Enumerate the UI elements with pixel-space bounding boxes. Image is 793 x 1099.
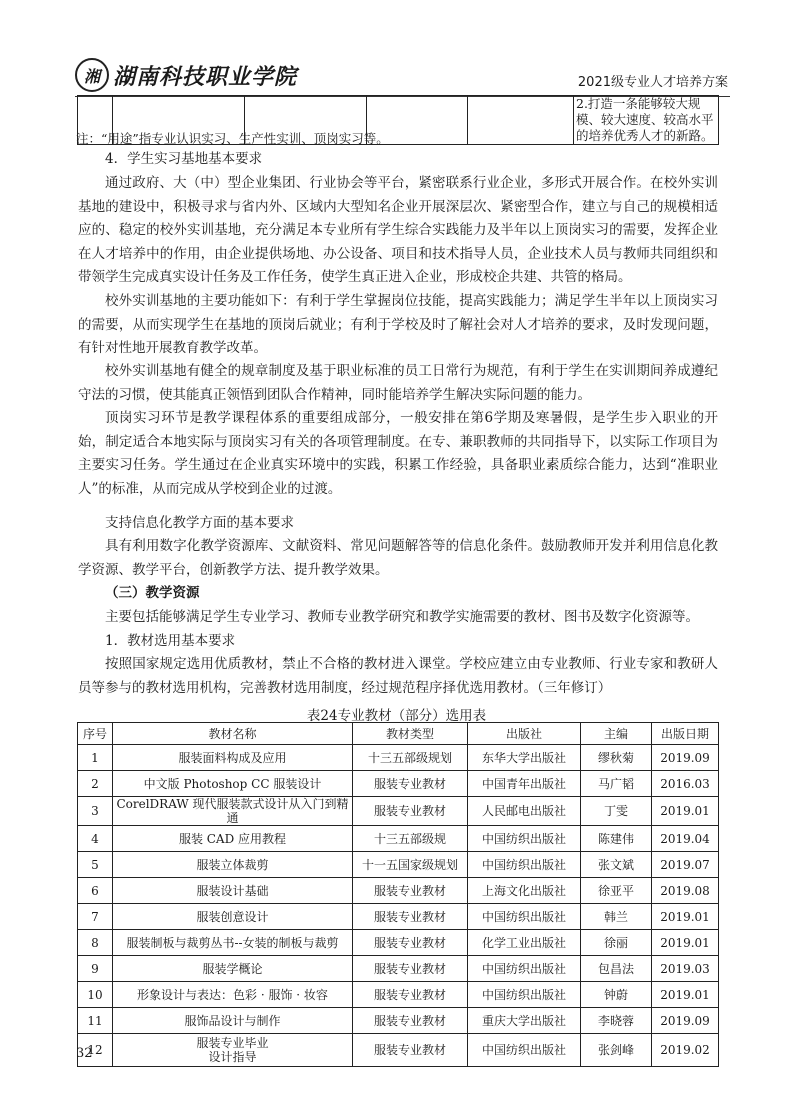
row-number: 6 bbox=[78, 878, 113, 904]
paragraph: 具有利用数字化教学资源库、文献资料、常见问题解答等的信息化条件。鼓励教师开发并利用信息化教学资源、教学平台，创新教学方法、提升教学效果。 bbox=[78, 538, 718, 578]
column-header: 序号 bbox=[78, 723, 113, 745]
row-number: 9 bbox=[78, 956, 113, 982]
book-title: CorelDRAW 现代服装款式设计从入门到精通 bbox=[113, 797, 353, 826]
book-title: 形象设计与表达：色彩 · 服饰 · 妆容 bbox=[113, 982, 353, 1008]
book-type: 十三五部级规划 bbox=[353, 745, 468, 771]
table-body bbox=[78, 745, 719, 1067]
book-type: 服装专业教材 bbox=[353, 1008, 468, 1034]
column-header: 教材名称 bbox=[113, 723, 353, 745]
table-row bbox=[78, 982, 719, 1008]
editor: 徐丽 bbox=[581, 930, 652, 956]
section-heading: （三）教学资源 bbox=[105, 585, 200, 601]
publisher: 人民邮电出版社 bbox=[468, 797, 581, 826]
publish-date: 2019.01 bbox=[652, 904, 719, 930]
publish-date: 2019.01 bbox=[652, 982, 719, 1008]
subsection-heading: 1．教材选用基本要求 bbox=[105, 633, 236, 649]
table-row bbox=[78, 904, 719, 930]
table-row bbox=[78, 771, 719, 797]
editor: 缪秋菊 bbox=[581, 745, 652, 771]
column-header: 出版社 bbox=[468, 723, 581, 745]
row-number: 2 bbox=[78, 771, 113, 797]
table-row bbox=[78, 745, 719, 771]
editor: 徐亚平 bbox=[581, 878, 652, 904]
table-row bbox=[78, 878, 719, 904]
table-row bbox=[78, 1034, 719, 1067]
book-title: 服装学概论 bbox=[113, 956, 353, 982]
section-heading: 4．学生实习基地基本要求 bbox=[105, 151, 263, 167]
editor: 韩兰 bbox=[581, 904, 652, 930]
editor: 包昌法 bbox=[581, 956, 652, 982]
book-title: 服装创意设计 bbox=[113, 904, 353, 930]
book-type: 服装专业教材 bbox=[353, 797, 468, 826]
publisher: 化学工业出版社 bbox=[468, 930, 581, 956]
column-header: 主编 bbox=[581, 723, 652, 745]
book-type: 服装专业教材 bbox=[353, 930, 468, 956]
book-title: 服装设计基础 bbox=[113, 878, 353, 904]
publish-date: 2019.09 bbox=[652, 1008, 719, 1034]
table-row bbox=[78, 930, 719, 956]
table-caption: 表24专业教材（部分）选用表 bbox=[306, 708, 487, 724]
table-row bbox=[78, 1008, 719, 1034]
row-number: 4 bbox=[78, 826, 113, 852]
row-number: 10 bbox=[78, 982, 113, 1008]
publish-date: 2019.02 bbox=[652, 1034, 719, 1067]
publish-date: 2019.03 bbox=[652, 956, 719, 982]
book-title: 服饰品设计与制作 bbox=[113, 1008, 353, 1034]
row-number: 5 bbox=[78, 852, 113, 878]
page-number: 32 bbox=[76, 1046, 93, 1061]
table-header-row bbox=[78, 723, 719, 745]
editor: 钟蔚 bbox=[581, 982, 652, 1008]
table-row bbox=[78, 826, 719, 852]
book-type: 十一五国家级规划 bbox=[353, 852, 468, 878]
book-type: 服装专业教材 bbox=[353, 1034, 468, 1067]
table-row bbox=[78, 956, 719, 982]
book-type: 服装专业教材 bbox=[353, 956, 468, 982]
publisher: 中国纺织出版社 bbox=[468, 1034, 581, 1067]
table-row bbox=[78, 852, 719, 878]
book-type: 服装专业教材 bbox=[353, 904, 468, 930]
book-title: 服装面料构成及应用 bbox=[113, 745, 353, 771]
column-header: 教材类型 bbox=[353, 723, 468, 745]
publisher: 中国纺织出版社 bbox=[468, 852, 581, 878]
row-number: 8 bbox=[78, 930, 113, 956]
publish-date: 2019.08 bbox=[652, 878, 719, 904]
row-number: 3 bbox=[78, 797, 113, 826]
table-note: 注：“用途”指专业认识实习、生产性实训、顶岗实习等。 bbox=[76, 131, 389, 146]
table-row bbox=[78, 797, 719, 826]
publish-date: 2016.03 bbox=[652, 771, 719, 797]
publisher: 东华大学出版社 bbox=[468, 745, 581, 771]
book-type: 服装专业教材 bbox=[353, 771, 468, 797]
publish-date: 2019.01 bbox=[652, 797, 719, 826]
book-type: 十三五部级规 bbox=[353, 826, 468, 852]
editor: 陈建伟 bbox=[581, 826, 652, 852]
book-type: 服装专业教材 bbox=[353, 878, 468, 904]
book-type: 服装专业教材 bbox=[353, 982, 468, 1008]
table-cell-last: 2.打造一条能够较大规模、较大速度、较高水平的培养优秀人才的新路。 bbox=[574, 96, 719, 145]
paragraph: 主要包括能够满足学生专业学习、教师专业教学研究和教学实施需要的教材、图书及数字化资源等。 bbox=[105, 609, 699, 625]
publisher: 上海文化出版社 bbox=[468, 878, 581, 904]
publisher: 中国纺织出版社 bbox=[468, 904, 581, 930]
book-title: 服装专业毕业 设计指导 bbox=[113, 1034, 353, 1067]
publisher: 中国青年出版社 bbox=[468, 771, 581, 797]
paragraph: 通过政府、大（中）型企业集团、行业协会等平台，紧密联系行业企业，多形式开展合作。在校外实训基地的建设中，积极寻求与省内外、区域内大型知名企业开展深层次、紧密型合作，建立与自己的规模相适应的、稳定的校外实训基地，充分满足本专业所有学生综合实践能力及半年以上顶岗实习的需要，发挥企业在人才培养中的作用，由企业提供场地、办公设备、项目和技术指导人员，企业技术人员与教师共同组织和带领学生完成真实设计任务及工作任务，使学生真正进入企业，形成校企共建、共管的格局。 bbox=[78, 175, 718, 285]
document-title: 2021级专业人才培养方案 bbox=[577, 75, 728, 90]
publish-date: 2019.07 bbox=[652, 852, 719, 878]
editor: 丁雯 bbox=[581, 797, 652, 826]
paragraph: 校外实训基地有健全的规章制度及基于职业标准的员工日常行为规范，有利于学生在实训期间养成遵纪守法的习惯，使其能真正领悟到团队合作精神，同时能培养学生解决实际问题的能力。 bbox=[78, 363, 718, 403]
publisher: 中国纺织出版社 bbox=[468, 982, 581, 1008]
book-title: 服装制板与裁剪丛书--女装的制板与裁剪 bbox=[113, 930, 353, 956]
table-cell bbox=[468, 96, 574, 145]
college-logo bbox=[75, 58, 297, 92]
editor: 马广韬 bbox=[581, 771, 652, 797]
publisher: 重庆大学出版社 bbox=[468, 1008, 581, 1034]
column-header: 出版日期 bbox=[652, 723, 719, 745]
book-title: 服装 CAD 应用教程 bbox=[113, 826, 353, 852]
college-name: 湖南科技职业学院 bbox=[113, 63, 298, 90]
page-header bbox=[75, 56, 730, 97]
row-number: 12 bbox=[78, 1034, 113, 1067]
publish-date: 2019.04 bbox=[652, 826, 719, 852]
editor: 张文斌 bbox=[581, 852, 652, 878]
row-number: 7 bbox=[78, 904, 113, 930]
paragraph: 按照国家规定选用优质教材，禁止不合格的教材进入课堂。学校应建立由专业教师、行业专家和教研人员等参与的教材选用机构，完善教材选用制度，经过规范程序择优选用教材。（三年修订） bbox=[78, 656, 718, 696]
paragraph: 校外实训基地的主要功能如下：有利于学生掌握岗位技能，提高实践能力；满足学生半年以上顶岗实习的需要，从而实现学生在基地的顶岗后就业；有利于学校及时了解社会对人才培养的要求，及时发现问题，有针对性地开展教育教学改革。 bbox=[78, 293, 718, 356]
publisher: 中国纺织出版社 bbox=[468, 956, 581, 982]
editor: 张剑峰 bbox=[581, 1034, 652, 1067]
paragraph: 顶岗实习环节是教学课程体系的重要组成部分，一般安排在第6学期及寒暑假，是学生步入职业的开始，制定适合本地实际与顶岗实习有关的各项管理制度。在专、兼职教师的共同指导下，以实际工作项目为主要实习任务。学生通过在企业真实环境中的实践，积累工作经验，具备职业素质综合能力，达到“准职业人”的标准，从而完成从学校到企业的过渡。 bbox=[78, 410, 718, 497]
publish-date: 2019.01 bbox=[652, 930, 719, 956]
publish-date: 2019.09 bbox=[652, 745, 719, 771]
book-title: 中文版 Photoshop CC 服装设计 bbox=[113, 771, 353, 797]
editor: 李晓蓉 bbox=[581, 1008, 652, 1034]
book-title: 服装立体裁剪 bbox=[113, 852, 353, 878]
subsection-heading: 支持信息化教学方面的基本要求 bbox=[105, 515, 294, 531]
row-number: 11 bbox=[78, 1008, 113, 1034]
row-number: 1 bbox=[78, 745, 113, 771]
textbook-table bbox=[77, 722, 719, 1067]
publisher: 中国纺织出版社 bbox=[468, 826, 581, 852]
college-emblem-icon: 湘 bbox=[75, 58, 109, 92]
